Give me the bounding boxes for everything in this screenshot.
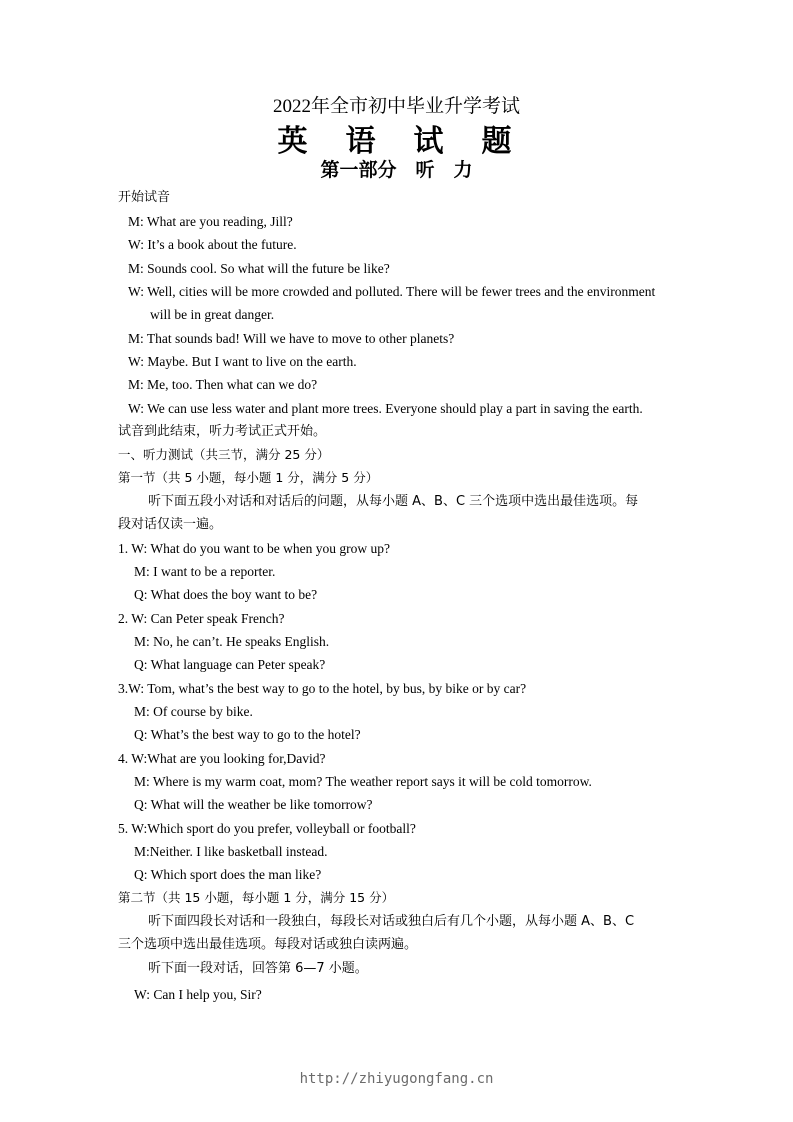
dialogue-line: 2. W: Can Peter speak French?: [118, 611, 285, 626]
section-two-sub-instruction: 听下面一段对话，回答第 6—7 小题。: [148, 961, 368, 976]
section-one-heading: 一、听力测试（共三节，满分 25 分）: [118, 447, 330, 462]
dialogue-line: 3.W: Tom, what’s the best way to go to the hotel, by bus, by bike or by car?: [118, 681, 527, 696]
section-one-instruction: 段对话仅读一遍。: [118, 517, 223, 532]
trial-line: W: Well, cities will be more crowded and polluted. There will be fewer trees and the environment: [128, 284, 656, 299]
trial-line: M: Sounds cool. So what will the future be like?: [128, 261, 390, 276]
trial-line: M: Me, too. Then what can we do?: [128, 377, 318, 392]
trial-line: W: Maybe. But I want to live on the earth.: [128, 354, 357, 369]
part-title: 第一部分 听 力: [320, 160, 473, 181]
dialogue-line: Q: Which sport does the man like?: [134, 867, 322, 882]
dialogue-line: Q: What language can Peter speak?: [134, 657, 326, 672]
trial-line: will be in great danger.: [150, 307, 275, 322]
footer-url: http://zhiyugongfang.cn: [299, 1071, 494, 1087]
trial-line: W: It’s a book about the future.: [128, 237, 297, 252]
trial-line: W: We can use less water and plant more trees. Everyone should play a part in saving the earth.: [128, 401, 643, 416]
dialogue-line: M: I want to be a reporter.: [134, 564, 276, 579]
section-two-part-heading: 第二节（共 15 小题，每小题 1 分，满分 15 分）: [118, 890, 395, 905]
subject-title: 英 语 试 题: [277, 125, 516, 158]
dialogue-line: W: Can I help you, Sir?: [134, 987, 262, 1002]
section-one-part-heading: 第一节（共 5 小题，每小题 1 分，满分 5 分）: [118, 470, 379, 485]
section-two-instruction: 三个选项中选出最佳选项。每段对话或独白读两遍。: [118, 937, 418, 952]
dialogue-line: Q: What will the weather be like tomorrow?: [134, 797, 373, 812]
dialogue-line: Q: What’s the best way to go to the hotel?: [134, 727, 361, 742]
dialogue-line: 5. W:Which sport do you prefer, volleyball or football?: [118, 821, 416, 836]
trial-end-note: 试音到此结束，听力考试正式开始。: [118, 424, 327, 439]
dialogue-line: M:Neither. I like basketball instead.: [134, 844, 328, 859]
dialogue-line: 4. W:What are you looking for,David?: [118, 751, 326, 766]
exam-title: 2022年全市初中毕业升学考试: [272, 96, 520, 117]
trial-line: M: That sounds bad! Will we have to move to other planets?: [128, 331, 455, 346]
section-one-instruction: 听下面五段小对话和对话后的问题，从每小题 A、B、C 三个选项中选出最佳选项。每: [148, 494, 639, 509]
section-two-instruction: 听下面四段长对话和一段独白，每段长对话或独白后有几个小题，从每小题 A、B、C: [148, 914, 635, 929]
trial-line: M: What are you reading, Jill?: [128, 214, 293, 229]
trial-heading: 开始试音: [118, 190, 171, 205]
dialogue-line: 1. W: What do you want to be when you grow up?: [118, 541, 390, 556]
dialogue-line: Q: What does the boy want to be?: [134, 587, 318, 602]
dialogue-line: M: No, he can’t. He speaks English.: [134, 634, 330, 649]
dialogue-line: M: Of course by bike.: [134, 704, 253, 719]
dialogue-line: M: Where is my warm coat, mom? The weather report says it will be cold tomorrow.: [134, 774, 592, 789]
